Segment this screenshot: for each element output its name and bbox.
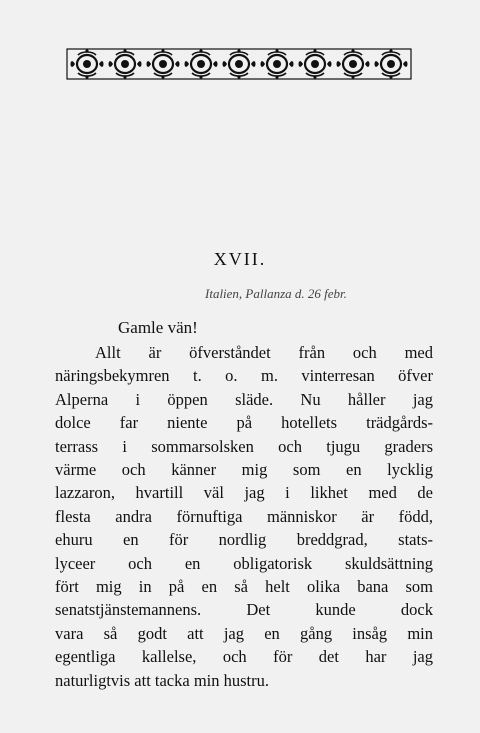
body-line: vara så godt att jag en gång insåg min: [55, 623, 433, 643]
letter-dateline: Italien, Pallanza d. 26 febr.: [205, 286, 347, 301]
body-line: Allt är öfverståndet från och med: [95, 343, 433, 362]
chapter-number: XVII.: [213, 249, 267, 269]
body-line: dolce far niente på hotellets trädgårds-: [55, 413, 433, 433]
body-line: lyceer och en obligatorisk skuldsättning: [55, 553, 433, 573]
ornamental-header-band: [66, 48, 412, 80]
body-line: Alperna i öppen släde. Nu håller jag: [55, 389, 433, 409]
letter-body: [55, 341, 433, 692]
letter-salutation: Gamle vän!: [118, 318, 198, 337]
body-line: senatstjänstemannens. Det kunde dock: [55, 600, 433, 620]
body-line: näringsbekymren t. o. m. vinterresan öfver: [55, 366, 433, 386]
body-line: egentliga kallelse, och för det har jag: [55, 647, 433, 667]
body-line: lazzaron, hvartill väl jag i likhet med de: [55, 483, 433, 503]
body-line: ehuru en för nordlig breddgrad, stats-: [55, 530, 433, 550]
body-line: terrass i sommarsolsken och tjugu graders: [55, 436, 433, 456]
body-line: värme och känner mig som en lycklig: [55, 460, 433, 480]
body-line: flesta andra förnuftiga människor är född,: [55, 506, 433, 526]
body-line: naturligtvis att tacka min hustru.: [55, 670, 270, 690]
body-line: fört mig in på en så helt olika bana som: [55, 577, 433, 597]
